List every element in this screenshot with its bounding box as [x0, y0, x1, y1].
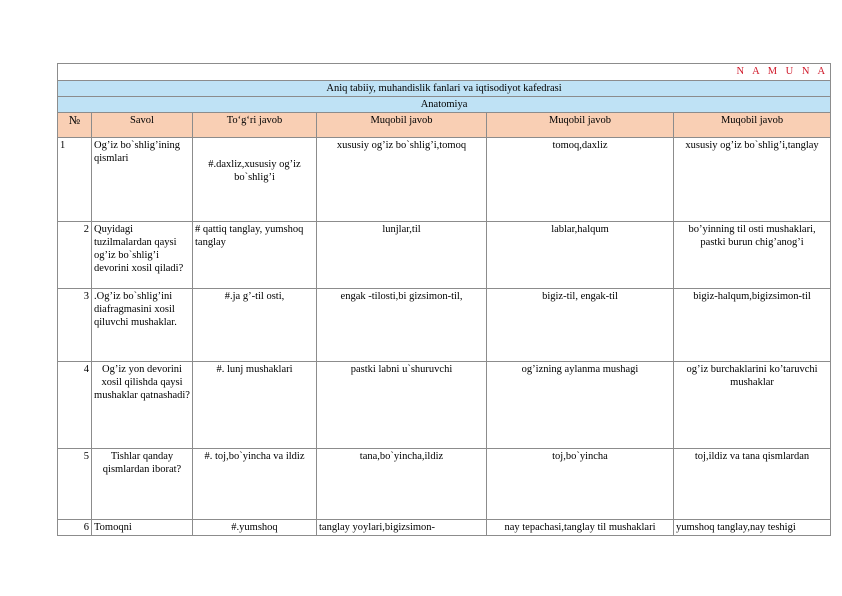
- alt-answer-3-cell: bo’yinning til osti mushaklari, pastki burun chig’anog’i: [674, 222, 831, 289]
- row-number: 2: [58, 222, 92, 289]
- alt-answer-3-cell: toj,ildiz va tana qismlardan: [674, 449, 831, 520]
- alt-answer-3-cell: xususiy og’iz bo`shlig’i,tanglay: [674, 138, 831, 222]
- namuna-label: N A M U N A: [58, 64, 831, 81]
- alt-answer-2-cell: lablar,halqum: [487, 222, 674, 289]
- row-number: 4: [58, 362, 92, 449]
- alt-answer-3-cell: bigiz-halqum,bigizsimon-til: [674, 289, 831, 362]
- table-row: [58, 289, 831, 362]
- header-correct-answer: To‘g‘ri javob: [193, 113, 317, 138]
- alt-answer-1-cell: tanglay yoylari,bigizsimon-: [317, 520, 487, 536]
- question-cell: Og’iz yon devorini xosil qilishda qaysi mushaklar qatnashadi?: [92, 362, 193, 449]
- question-cell: Og’iz bo`shlig’ining qismlari: [92, 138, 193, 222]
- row-number: 5: [58, 449, 92, 520]
- table-row: [58, 449, 831, 520]
- question-cell: .Og’iz bo`shlig’ini diafragmasini xosil qiluvchi mushaklar.: [92, 289, 193, 362]
- correct-answer-cell: #.yumshoq: [193, 520, 317, 536]
- question-cell: Tishlar qanday qismlardan iborat?: [92, 449, 193, 520]
- header-alt-answer-2: Muqobil javob: [487, 113, 674, 138]
- department-title: Aniq tabiiy, muhandislik fanlari va iqtisodiyot kafedrasi: [58, 81, 831, 97]
- alt-answer-1-cell: tana,bo`yincha,ildiz: [317, 449, 487, 520]
- header-number: №: [58, 113, 92, 138]
- correct-answer-cell: #. toj,bo`yincha va ildiz: [193, 449, 317, 520]
- alt-answer-2-cell: tomoq,daxliz: [487, 138, 674, 222]
- alt-answer-3-cell: og’iz burchaklarini ko’taruvchi mushaklar: [674, 362, 831, 449]
- alt-answer-1-cell: pastki labni u`shuruvchi: [317, 362, 487, 449]
- table-row: [58, 520, 831, 536]
- alt-answer-2-cell: bigiz-til, engak-til: [487, 289, 674, 362]
- header-question: Savol: [92, 113, 193, 138]
- correct-answer-cell: #.daxliz,xususiy og’iz bo`shlig’i: [193, 138, 317, 222]
- header-alt-answer-3: Muqobil javob: [674, 113, 831, 138]
- row-number: 6: [58, 520, 92, 536]
- alt-answer-1-cell: lunjlar,til: [317, 222, 487, 289]
- table-row: [58, 362, 831, 449]
- row-number: 3: [58, 289, 92, 362]
- alt-answer-1-cell: xususiy og’iz bo`shlig’i,tomoq: [317, 138, 487, 222]
- header-alt-answer-1: Muqobil javob: [317, 113, 487, 138]
- alt-answer-2-cell: nay tepachasi,tanglay til mushaklari: [487, 520, 674, 536]
- alt-answer-2-cell: og’izning aylanma mushagi: [487, 362, 674, 449]
- subject-title: Anatomiya: [58, 97, 831, 113]
- question-cell: Tomoqni: [92, 520, 193, 536]
- table-row: [58, 138, 831, 222]
- alt-answer-1-cell: engak -tilosti,bi gizsimon-til,: [317, 289, 487, 362]
- correct-answer-cell: #.ja g’-til osti,: [193, 289, 317, 362]
- question-cell: Quyidagi tuzilmalardan qaysi og’iz bo`shlig’i devorini xosil qiladi?: [92, 222, 193, 289]
- row-number: 1: [58, 138, 92, 222]
- alt-answer-2-cell: toj,bo`yincha: [487, 449, 674, 520]
- question-table: [57, 63, 831, 536]
- table-row: [58, 222, 831, 289]
- correct-answer-cell: # qattiq tanglay, yumshoq tanglay: [193, 222, 317, 289]
- correct-answer-cell: #. lunj mushaklari: [193, 362, 317, 449]
- alt-answer-3-cell: yumshoq tanglay,nay teshigi: [674, 520, 831, 536]
